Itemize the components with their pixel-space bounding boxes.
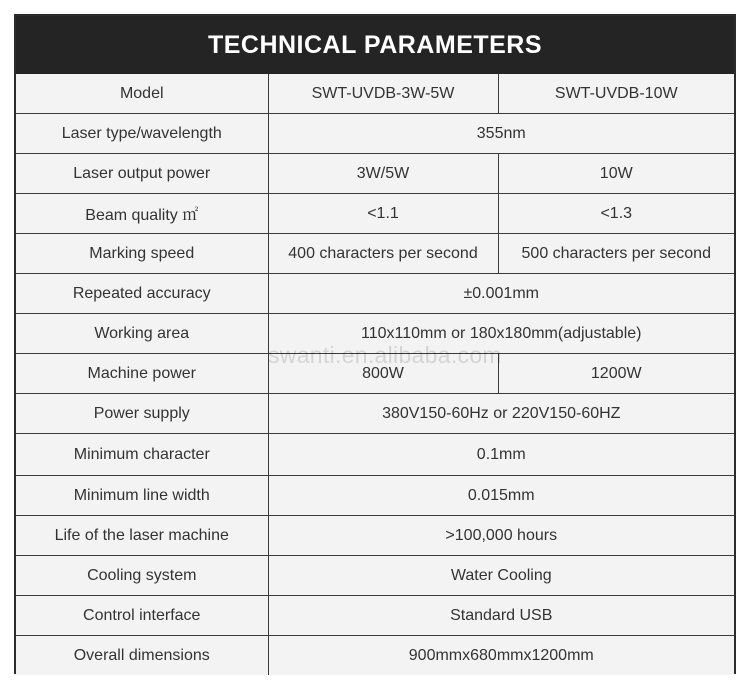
row-value: >100,000 hours bbox=[268, 516, 734, 556]
row-label: Marking speed bbox=[16, 234, 268, 274]
table-row bbox=[16, 74, 734, 114]
row-value: 110x110mm or 180x180mm(adjustable) bbox=[268, 314, 734, 354]
row-label: Control interface bbox=[16, 596, 268, 636]
table-row bbox=[16, 476, 734, 516]
table-row bbox=[16, 636, 734, 676]
row-value: 800W bbox=[268, 354, 498, 394]
row-value: ±0.001mm bbox=[268, 274, 734, 314]
table-row bbox=[16, 114, 734, 154]
row-value: 10W bbox=[498, 154, 734, 194]
row-value: <1.3 bbox=[498, 194, 734, 234]
table-row bbox=[16, 354, 734, 394]
row-value: 3W/5W bbox=[268, 154, 498, 194]
table-row bbox=[16, 516, 734, 556]
table-row bbox=[16, 194, 734, 234]
row-value: 900mmx680mmx1200mm bbox=[268, 636, 734, 676]
page-title: TECHNICAL PARAMETERS bbox=[16, 16, 734, 74]
row-label: Cooling system bbox=[16, 556, 268, 596]
table-row bbox=[16, 394, 734, 434]
row-label: Laser output power bbox=[16, 154, 268, 194]
row-value: 400 characters per second bbox=[268, 234, 498, 274]
row-label: Power supply bbox=[16, 394, 268, 434]
row-value: 0.1mm bbox=[268, 434, 734, 476]
spec-sheet bbox=[14, 14, 736, 674]
row-label: Laser type/wavelength bbox=[16, 114, 268, 154]
row-label: Life of the laser machine bbox=[16, 516, 268, 556]
row-label: Repeated accuracy bbox=[16, 274, 268, 314]
row-label: Working area bbox=[16, 314, 268, 354]
row-value: <1.1 bbox=[268, 194, 498, 234]
spec-table bbox=[16, 74, 734, 675]
row-value: Standard USB bbox=[268, 596, 734, 636]
row-value: 0.015mm bbox=[268, 476, 734, 516]
row-value: Water Cooling bbox=[268, 556, 734, 596]
table-row bbox=[16, 314, 734, 354]
row-value: 355nm bbox=[268, 114, 734, 154]
row-label: Model bbox=[16, 74, 268, 114]
row-label: Overall dimensions bbox=[16, 636, 268, 676]
row-value: SWT-UVDB-3W-5W bbox=[268, 74, 498, 114]
row-value: 380V150-60Hz or 220V150-60HZ bbox=[268, 394, 734, 434]
row-value: 1200W bbox=[498, 354, 734, 394]
row-label: Minimum character bbox=[16, 434, 268, 476]
row-value: 500 characters per second bbox=[498, 234, 734, 274]
table-row bbox=[16, 596, 734, 636]
table-row bbox=[16, 274, 734, 314]
table-row bbox=[16, 434, 734, 476]
table-row bbox=[16, 154, 734, 194]
row-label: Machine power bbox=[16, 354, 268, 394]
table-row bbox=[16, 556, 734, 596]
row-value: SWT-UVDB-10W bbox=[498, 74, 734, 114]
row-label: Minimum line width bbox=[16, 476, 268, 516]
row-label: Beam quality ㎡ bbox=[16, 194, 268, 234]
table-row bbox=[16, 234, 734, 274]
